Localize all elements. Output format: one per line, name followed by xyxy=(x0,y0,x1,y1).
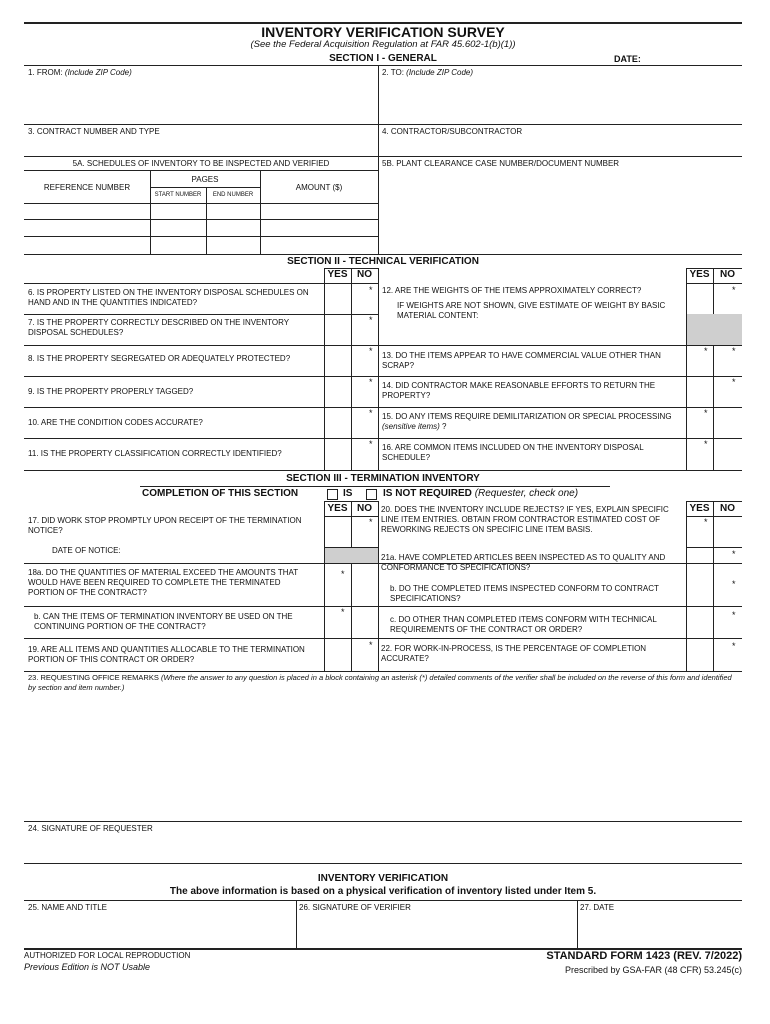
asterisk: * xyxy=(732,641,736,651)
completion-label: COMPLETION OF THIS SECTION xyxy=(142,488,299,499)
name-title-field[interactable] xyxy=(28,915,292,945)
question-9: 9. IS THE PROPERTY PROPERLY TAGGED? xyxy=(28,387,194,396)
previous-edition-note: Previous Edition is NOT Usable xyxy=(24,962,151,972)
name-title-label: 25. NAME AND TITLE xyxy=(28,903,107,912)
rule xyxy=(24,345,742,346)
schedules-label: 5A. SCHEDULES OF INVENTORY TO BE INSPECTED AND VERIFIED xyxy=(72,159,330,168)
from-field[interactable] xyxy=(30,80,374,120)
authorized-reproduction: AUTHORIZED FOR LOCAL REPRODUCTION xyxy=(24,951,191,960)
asterisk: * xyxy=(704,439,708,449)
question-18a: 18a. DO THE QUANTITIES OF MATERIAL EXCEED THE AMOUNTS THAT WOULD HAVE BEEN REQUIRED TO COMPLETE THE TERMINATED PORTION OF THE CONTRACT? xyxy=(28,568,298,597)
question-6: 6. IS PROPERTY LISTED ON THE INVENTORY DISPOSAL SCHEDULES ON HAND AND IN THE QUANTITIES INDICATED? xyxy=(28,288,309,307)
rule xyxy=(686,501,742,502)
answer-16[interactable] xyxy=(687,439,741,469)
asterisk: * xyxy=(704,408,708,418)
asterisk: * xyxy=(732,549,736,559)
rule xyxy=(140,486,610,487)
question-17: 17. DID WORK STOP PROMPTLY UPON RECEIPT OF THE TERMINATION NOTICE? xyxy=(28,516,302,535)
end-number-header: END NUMBER xyxy=(212,192,254,198)
asterisk: * xyxy=(369,408,373,418)
rule xyxy=(24,203,378,204)
amount-header: AMOUNT ($) xyxy=(295,183,343,192)
rule xyxy=(24,65,742,66)
answer-15[interactable] xyxy=(687,408,741,438)
question-22: 22. FOR WORK-IN-PROCESS, IS THE PERCENTAGE OF COMPLETION ACCURATE? xyxy=(381,644,647,663)
question-19: 19. ARE ALL ITEMS AND QUANTITIES ALLOCABLE TO THE TERMINATION PORTION OF THIS CONTRACT OR ORDER? xyxy=(28,645,305,664)
date-verifier-field[interactable] xyxy=(581,915,738,945)
is-required-checkbox[interactable] xyxy=(327,489,338,500)
yes-header-sec3-right: YES xyxy=(689,503,710,514)
asterisk: * xyxy=(369,285,373,295)
schedule-rows[interactable] xyxy=(26,205,376,252)
is-label: IS xyxy=(343,488,353,499)
no-header-sec3-left: NO xyxy=(357,503,372,514)
rule xyxy=(24,900,742,901)
rule xyxy=(24,470,742,471)
rule xyxy=(296,900,297,948)
section-2-title: SECTION II - TECHNICAL VERIFICATION xyxy=(287,256,479,267)
asterisk: * xyxy=(704,517,708,527)
rule xyxy=(24,124,742,125)
rule xyxy=(24,407,742,408)
date-of-notice-label: DATE OF NOTICE: xyxy=(52,546,121,555)
rule xyxy=(378,501,379,671)
rule xyxy=(24,438,742,439)
rule xyxy=(24,376,742,377)
asterisk: * xyxy=(704,346,708,356)
question-8: 8. IS THE PROPERTY SEGREGATED OR ADEQUATELY PROTECTED? xyxy=(28,354,291,363)
shaded-cell xyxy=(687,314,742,345)
rule xyxy=(378,268,379,470)
yes-header-sec3-left: YES xyxy=(327,503,348,514)
shaded-cell xyxy=(325,548,378,563)
rule xyxy=(378,185,379,254)
signature-requester-field[interactable] xyxy=(28,836,738,860)
form-title: INVENTORY VERIFICATION SURVEY xyxy=(261,24,505,40)
contractor-field[interactable] xyxy=(384,138,738,154)
contract-field[interactable] xyxy=(30,138,374,154)
signature-verifier-label: 26. SIGNATURE OF VERIFIER xyxy=(299,903,411,912)
yes-header-right: YES xyxy=(689,269,710,280)
reference-number-header: REFERENCE NUMBER xyxy=(43,183,131,192)
verification-statement: The above information is based on a physical verification of inventory listed under Item 5. xyxy=(169,886,597,897)
rule xyxy=(24,671,742,672)
question-12-weight: IF WEIGHTS ARE NOT SHOWN, GIVE ESTIMATE OF WEIGHT BY BASIC MATERIAL CONTENT: xyxy=(397,301,666,320)
answer-20[interactable] xyxy=(687,517,741,547)
plant-clearance-label: 5B. PLANT CLEARANCE CASE NUMBER/DOCUMENT NUMBER xyxy=(382,159,620,168)
rule xyxy=(378,65,379,185)
contractor-label: 4. CONTRACTOR/SUBCONTRACTOR xyxy=(382,127,523,136)
question-13: 13. DO THE ITEMS APPEAR TO HAVE COMMERCIAL VALUE OTHER THAN SCRAP? xyxy=(382,351,661,370)
to-label: 2. TO: (Include ZIP Code) xyxy=(382,68,474,77)
asterisk: * xyxy=(341,607,345,617)
signature-requester-label: 24. SIGNATURE OF REQUESTER xyxy=(28,824,153,833)
answer-18b[interactable] xyxy=(325,607,377,638)
date-label: DATE: xyxy=(614,54,641,64)
rule xyxy=(577,900,578,948)
question-7: 7. IS THE PROPERTY CORRECTLY DESCRIBED ON THE INVENTORY DISPOSAL SCHEDULES? xyxy=(28,318,289,337)
rule xyxy=(24,606,742,607)
no-header-sec3-right: NO xyxy=(720,503,735,514)
section-3-title: SECTION III - TERMINATION INVENTORY xyxy=(286,473,480,484)
rule xyxy=(24,170,378,171)
question-14: 14. DID CONTRACTOR MAKE REASONABLE EFFORTS TO RETURN THE PROPERTY? xyxy=(382,381,656,400)
prescribed-by: Prescribed by GSA-FAR (48 CFR) 53.245(c) xyxy=(564,965,742,975)
signature-verifier-field[interactable] xyxy=(300,915,573,945)
answer-18a[interactable] xyxy=(325,564,377,606)
asterisk: * xyxy=(369,640,373,650)
to-field[interactable] xyxy=(384,80,738,120)
asterisk: * xyxy=(369,346,373,356)
asterisk: * xyxy=(369,315,373,325)
asterisk: * xyxy=(369,377,373,387)
form-subtitle: (See the Federal Acquisition Regulation at FAR 45.602-1(b)(1)) xyxy=(250,39,516,50)
contract-label: 3. CONTRACT NUMBER AND TYPE xyxy=(28,127,160,136)
no-header-left: NO xyxy=(357,269,372,280)
remarks-field[interactable] xyxy=(28,696,738,818)
start-number-header: START NUMBER xyxy=(154,192,202,198)
question-18b: b. CAN THE ITEMS OF TERMINATION INVENTORY BE USED ON THE CONTINUING PORTION OF THE CONTRACT? xyxy=(34,612,293,631)
rule xyxy=(24,638,742,639)
question-15: 15. DO ANY ITEMS REQUIRE DEMILITARIZATION OR SPECIAL PROCESSING (sensitive items) ? xyxy=(382,412,672,431)
asterisk: * xyxy=(732,377,736,387)
asterisk: * xyxy=(732,579,736,589)
yes-header-left: YES xyxy=(327,269,348,280)
question-12: 12. ARE THE WEIGHTS OF THE ITEMS APPROXIMATELY CORRECT? xyxy=(382,286,642,295)
is-not-required-label: IS NOT REQUIRED (Requester, check one) xyxy=(383,488,579,499)
asterisk: * xyxy=(732,285,736,295)
pages-header: PAGES xyxy=(191,175,219,184)
no-header-right: NO xyxy=(720,269,735,280)
verification-title: INVENTORY VERIFICATION xyxy=(317,873,449,884)
form-number: STANDARD FORM 1423 (REV. 7/2022) xyxy=(546,950,742,962)
asterisk: * xyxy=(369,439,373,449)
asterisk: * xyxy=(732,346,736,356)
plant-clearance-field[interactable] xyxy=(384,172,738,232)
rule xyxy=(24,254,742,255)
from-label: 1. FROM: (Include ZIP Code) xyxy=(28,68,132,77)
remarks-label: 23. REQUESTING OFFICE REMARKS (Where the answer to any question is placed in a block containing an asterisk (*) detailed comments of the verifier shall be included on the reverse of this form and identified by section and item number.) xyxy=(28,673,732,692)
question-20: 20. DOES THE INVENTORY INCLUDE REJECTS? IF YES, EXPLAIN SPECIFIC LINE ITEM ENTRIES. OBTAIN FROM CONTRACTOR ESTIMATED COST OF REWORKING REJECTS ON SPECIFIC LINE ITEM BASIS. xyxy=(381,505,669,534)
is-not-required-checkbox[interactable] xyxy=(366,489,377,500)
question-10: 10. ARE THE CONDITION CODES ACCURATE? xyxy=(28,418,203,427)
question-11: 11. IS THE PROPERTY CLASSIFICATION CORRECTLY IDENTIFIED? xyxy=(28,449,282,458)
date-verifier-label: 27. DATE xyxy=(580,903,615,912)
question-21c: c. DO OTHER THAN COMPLETED ITEMS CONFORM WITH TECHNICAL REQUIREMENTS OF THE CONTRACT OR ORDER? xyxy=(390,615,657,634)
rule xyxy=(24,863,742,864)
rule xyxy=(150,187,260,188)
asterisk: * xyxy=(341,569,345,579)
section-1-title: SECTION I - GENERAL xyxy=(329,53,437,64)
rule xyxy=(24,821,742,822)
question-16: 16. ARE COMMON ITEMS INCLUDED ON THE INVENTORY DISPOSAL SCHEDULE? xyxy=(382,443,644,462)
asterisk: * xyxy=(732,610,736,620)
question-21b: b. DO THE COMPLETED ITEMS INSPECTED CONFORM TO CONTRACT SPECIFICATIONS? xyxy=(390,584,659,603)
question-21a: 21a. HAVE COMPLETED ARTICLES BEEN INSPECTED AS TO QUALITY AND CONFORMANCE TO SPECIFICATIONS? xyxy=(381,553,666,572)
rule xyxy=(24,156,742,157)
asterisk: * xyxy=(369,517,373,527)
